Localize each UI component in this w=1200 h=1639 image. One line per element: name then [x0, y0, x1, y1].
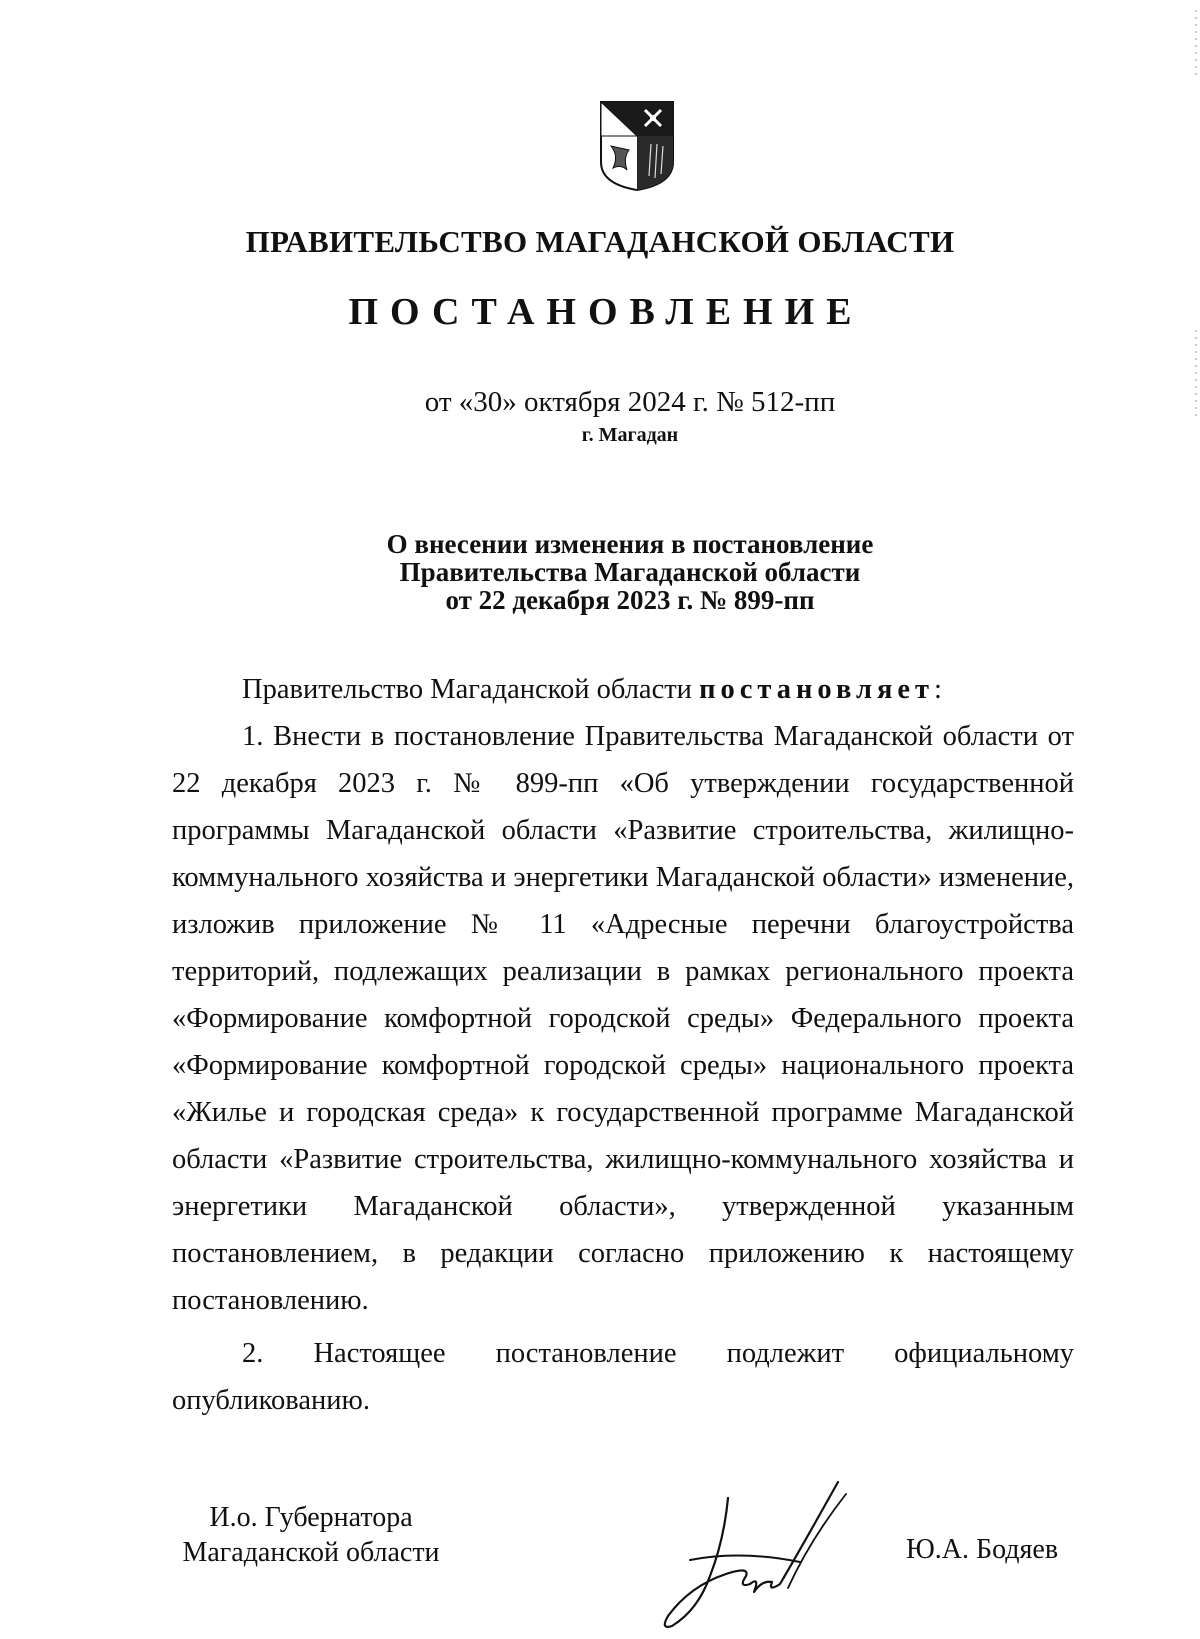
date-number-line: от «30» октября 2024 г. № 512-пп	[424, 386, 836, 418]
preamble-end: :	[934, 674, 942, 705]
subject-line-3: от 22 декабря 2023 г. № 899-пп	[445, 585, 815, 615]
coat-of-arms-icon	[599, 100, 675, 192]
scan-edge-marks	[1190, 0, 1200, 1639]
handwritten-signature	[650, 1480, 860, 1630]
position-line-2: Магаданской области	[182, 1537, 440, 1568]
document-subject	[0, 530, 1200, 614]
subject-line-2: Правительства Магаданской области	[399, 557, 861, 587]
preamble-keyword: постановляет	[699, 674, 935, 705]
subject-line-1: О внесении изменения в постановление	[386, 529, 874, 559]
preamble-text: Правительство Магаданской области	[242, 674, 692, 705]
position-line-1: И.о. Губернатора	[209, 1502, 413, 1533]
document-type: ПОСТАНОВЛЕНИЕ	[348, 291, 864, 333]
document-body	[172, 666, 1074, 1424]
paragraph-2: 2. Настоящее постановление подлежит официальному опубликованию.	[172, 1338, 1074, 1416]
organization-title: ПРАВИТЕЛЬСТВО МАГАДАНСКОЙ ОБЛАСТИ	[245, 224, 955, 259]
preamble	[172, 666, 1074, 713]
paragraph-1: 1. Внести в постановление Правительства Магаданской области от 22 декабря 2023 г. № 899-пп «Об утверждении государственной программы Магаданской области «Развитие строительства, жилищно-коммунального хозяйства и энергетики Магаданской области» изменение, изложив приложение № 11 «Адресные перечни благоустройства территорий, подлежащих реализации в рамках регионального проекта «Формирование комфортной городской среды» Федерального проекта «Формирование комфортной городской среды» национального проекта «Жилье и городская среда» к государственной программе Магаданской области «Развитие строительства, жилищно-коммунального хозяйства и энергетики Магаданской области», утвержденной указанным постановлением, в редакции согласно приложению к настоящему постановлению.	[172, 721, 1074, 1316]
signatory-name: Ю.А. Бодяев	[906, 1534, 1059, 1565]
signatory-position	[176, 1500, 446, 1570]
city-line: г. Магадан	[581, 424, 679, 446]
